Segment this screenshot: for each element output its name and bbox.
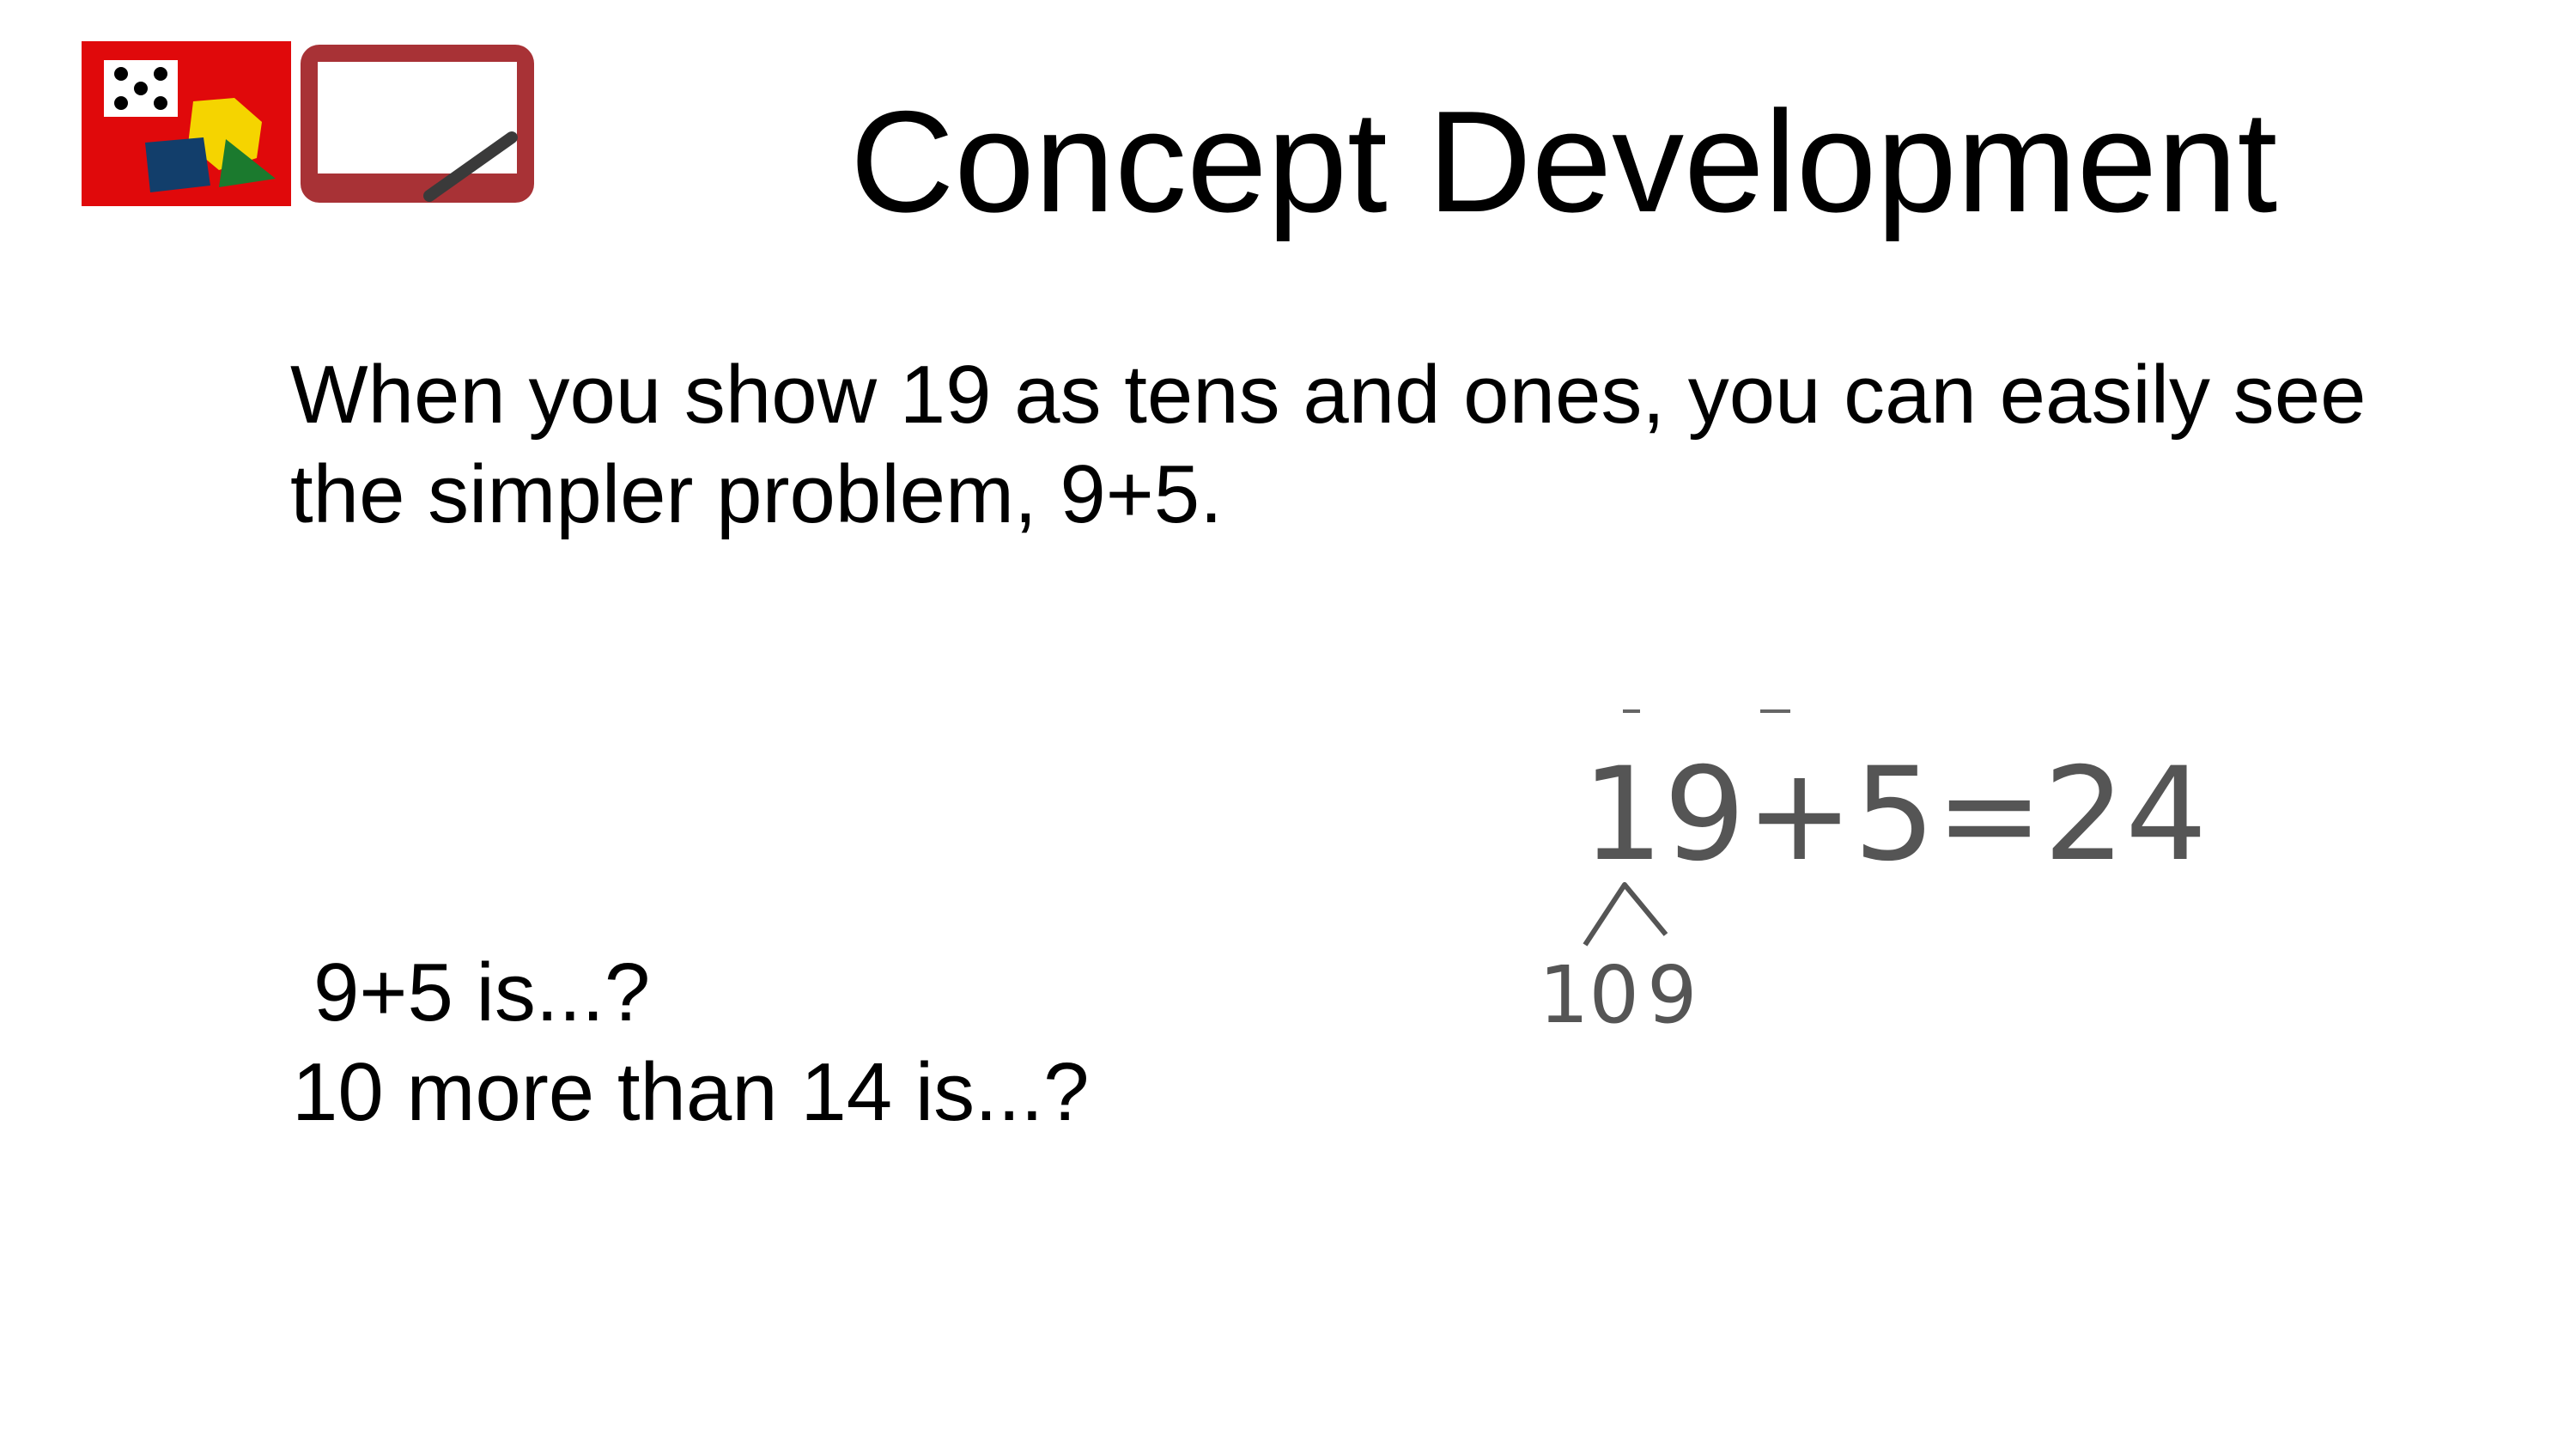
tens-part: 10: [1539, 949, 1640, 1041]
ones-part: 9: [1647, 949, 1698, 1041]
slide-title: Concept Development: [850, 81, 2278, 242]
intro-text: [290, 345, 2437, 545]
handwritten-number-bond: [1511, 687, 2208, 1048]
intro-line: the simpler problem, 9+5.: [290, 448, 1223, 540]
math-manipulatives-icon: [82, 41, 291, 206]
whiteboard-icon: [301, 45, 534, 203]
intro-line: When you show 19 as tens and ones, you can easily see: [290, 349, 2366, 441]
question-1: 9+5 is...?: [313, 947, 651, 1038]
equation-text: 19+5=24: [1582, 740, 2208, 890]
question-2: 10 more than 14 is...?: [292, 1046, 1090, 1138]
